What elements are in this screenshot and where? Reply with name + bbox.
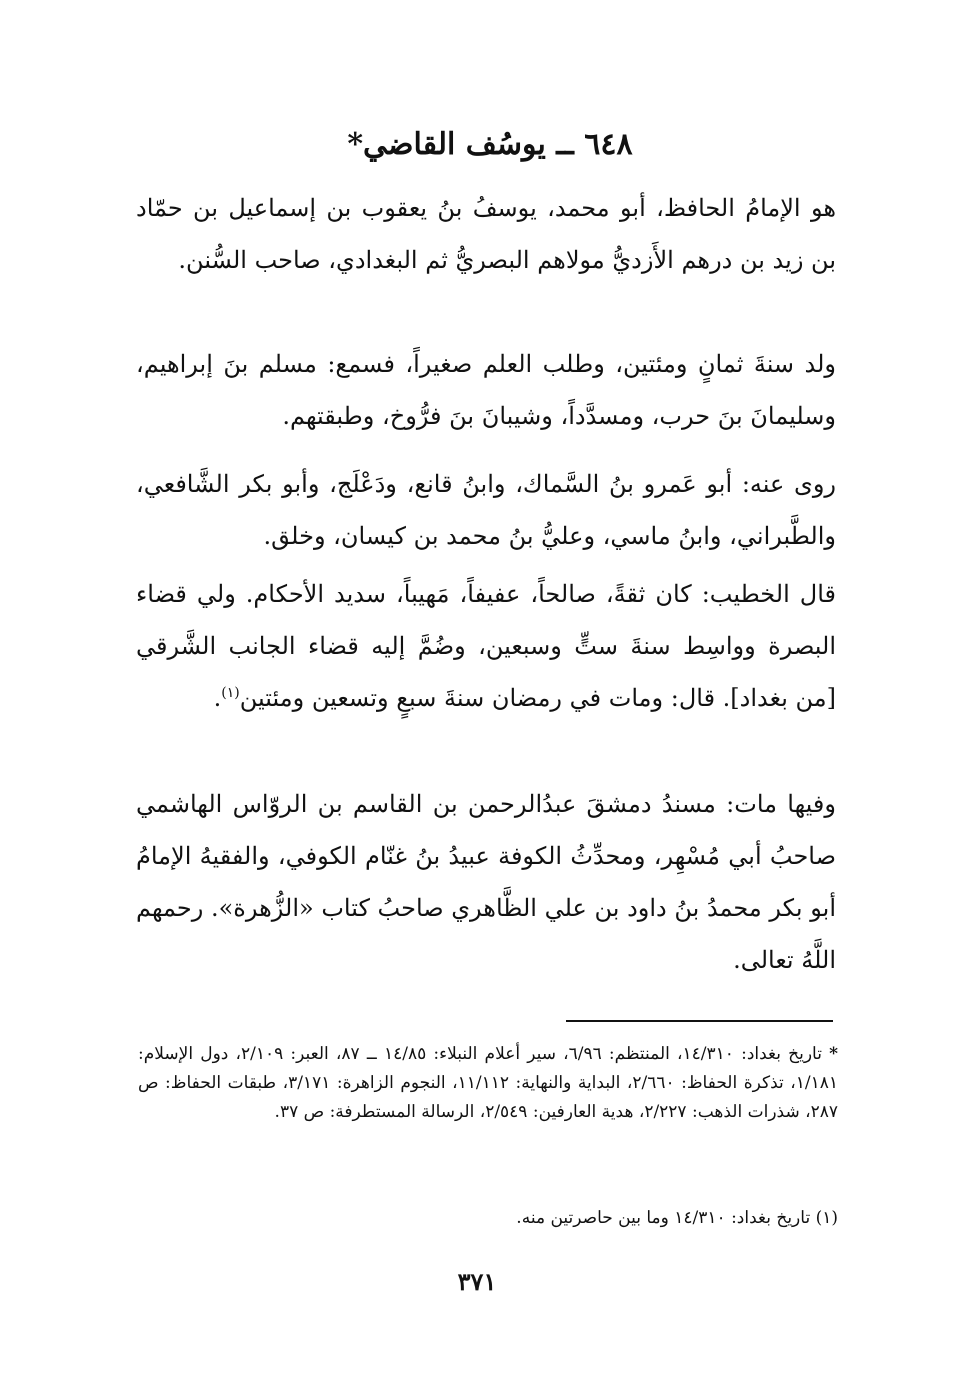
sources-footnote [138, 1040, 838, 1127]
paragraph-4-end: . [213, 684, 222, 712]
sources-marker: * [829, 1044, 838, 1064]
biography-paragraph-1: هو الإمامُ الحافظ، أبو محمد، يوسفُ بنُ يعقوب بن إسماعيل بن حمّاد بن زيد بن درهم الأَزديُّ مولاهم البصريُّ ثم البغدادي، صاحب السُّنن. [136, 194, 836, 274]
biography-paragraph-3: روى عنه: أبو عَمرو بنُ السَّماك، وابنُ قانع، ودَعْلَج، وأبو بكر الشَّافعي، والطَّبراني، وابنُ ماسي، وعليُّ بنُ محمد بن كيسان، وخلق. [136, 470, 836, 550]
footnote-reference-1: (١) [221, 685, 240, 701]
paragraph-4-text: قال الخطيب: كان ثقةً، صالحاً، عفيفاً، مَهيباً، سديد الأحكام. ولي قضاء البصرة وواسِط سنةَ ستٍّ وسبعين، وضُمَّ إليه قضاء الجانب الشَّرقي [من بغداد]. قال: ومات في رمضان سنةَ سبعٍ وتسعين ومئتين [136, 580, 836, 712]
page-number: ٣٧١ [457, 1267, 497, 1296]
footnote-1: (١) تاريخ بغداد: ١٤/٣١٠ وما بين حاصرتين منه. [516, 1208, 838, 1228]
sources-text: تاريخ بغداد: ١٤/٣١٠، المنتظم: ٦/٩٦، سير أعلام النبلاء: ١٤/٨٥ ــ ٨٧، العبر: ٢/١٠٩، دول الإسلام: ١/١٨١، تذكرة الحفاظ: ٢/٦٦٠، البداية والنهاية: ١١/١١٢، النجوم الزاهرة: ٣/١٧١، طبقات الحفاظ: ص ٢٨٧، شذرات الذهب: ٢/٢٢٧، هدية العارفين: ٢/٥٤٩، الرسالة المستطرفة: ص ٣٧. [138, 1044, 838, 1122]
biography-paragraph-4 [136, 568, 836, 724]
biography-paragraph-5: وفيها مات: مسندُ دمشقَ عبدُالرحمن بن القاسم بن الروّاس الهاشمي صاحبُ أبي مُسْهِر، ومحدِّثُ الكوفة عبيدُ بنُ غنّام الكوفي، والفقيهُ الإمامُ أبو بكر محمدُ بنُ داود بن علي الظَّاهري صاحبُ كتاب «الزُّهرة». رحمهم اللَّهُ تعالى. [136, 790, 836, 974]
footnote-separator [566, 1020, 833, 1022]
biography-paragraph-2: ولد سنةَ ثمانٍ ومئتين، وطلب العلم صغيراً، فسمع: مسلم بنَ إبراهيم، وسليمانَ بنَ حرب، ومسدَّداً، وشيبانَ بنَ فرُّوخ، وطبقتهم. [136, 350, 836, 430]
entry-title: ٦٤٨ ــ يوسُف القاضي* [347, 127, 633, 162]
